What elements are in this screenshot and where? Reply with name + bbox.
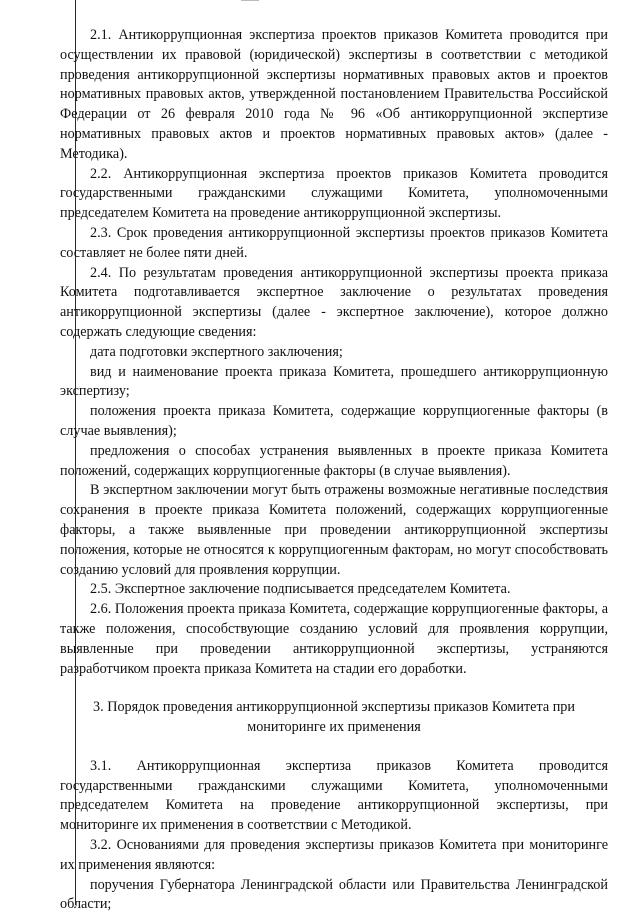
paragraph-3-1: 3.1. Антикоррупционная экспертиза приказов Комитета проводится государственными гражданскими служащими Комитета, уполномоченными председателем Комитета на проведение антикоррупционной экспертизы, при мониторинге их применения в соответствии с Методикой. bbox=[60, 757, 608, 834]
scan-top-mark bbox=[241, 0, 259, 1]
paragraph-2-1: 2.1. Антикоррупционная экспертиза проектов приказов Комитета проводится при осуществлении их правовой (юридической) экспертизы в соответствии с методикой проведения антикоррупционной экспертизы нормативных правовых актов и проектов нормативных правовых актов, утвержденной постановлением Правительства Российской Федерации от 26 февраля 2010 года № 96 «Об антикоррупционной экспертизе нормативных правовых актов и проектов нормативных правовых актов» (далее - Методика). bbox=[60, 27, 608, 162]
list-item-orders: поручения Губернатора Ленинградской области или Правительства Ленинградской области; bbox=[60, 876, 608, 913]
paragraph-2-2: 2.2. Антикоррупционная экспертиза проектов приказов Комитета проводится государственными гражданскими служащими Комитета, уполномоченными председателем Комитета на проведение антикоррупционной экспертизы. bbox=[60, 165, 608, 222]
paragraph-2-3: 2.3. Срок проведения антикоррупционной экспертизы проектов приказов Комитета составляет не более пяти дней. bbox=[60, 224, 608, 261]
document-page bbox=[60, 26, 608, 915]
list-item-kind: вид и наименование проекта приказа Комитета, прошедшего антикоррупционную экспертизу; bbox=[60, 363, 608, 400]
paragraph-2-6: 2.6. Положения проекта приказа Комитета, содержащие коррупциогенные факторы, а также положения, способствующие созданию условий для проявления коррупции, выявленные при проведении антикоррупционной экспертизы, устраняются разработчиком проекта приказа Комитета на стадии его доработки. bbox=[60, 601, 608, 677]
paragraph-3-2: 3.2. Основаниями для проведения экспертизы приказов Комитета при мониторинге их применения являются: bbox=[60, 837, 608, 873]
section-3-heading-line-2: мониторинге их применения bbox=[247, 719, 421, 736]
section-3-heading bbox=[60, 698, 608, 738]
section-3-heading-line-1: 3. Порядок проведения антикоррупционной экспертизы приказов Комитета при bbox=[93, 699, 575, 716]
paragraph-consequences: В экспертном заключении могут быть отражены возможные негативные последствия сохранения в проекте приказа Комитета положений, содержащих коррупциогенные факторы, а также выявленные при проведении антикоррупционной экспертизы положения, которые не относятся к коррупциогенным факторам, но могут способствовать созданию условий для проявления коррупции. bbox=[60, 482, 608, 578]
list-item-proposals: предложения о способах устранения выявленных в проекте приказа Комитета положений, содержащих коррупциогенные факторы (в случае выявления). bbox=[60, 442, 608, 479]
list-item-provisions: положения проекта приказа Комитета, содержащие коррупциогенные факторы (в случае выявления); bbox=[60, 403, 608, 439]
paragraph-2-4: 2.4. По результатам проведения антикоррупционной экспертизы проекта приказа Комитета подготавливается экспертное заключение о результатах проведения антикоррупционной экспертизы (далее - экспертное заключение), которое должно содержать следующие сведения: bbox=[60, 264, 608, 340]
list-item-date: дата подготовки экспертного заключения; bbox=[90, 343, 343, 360]
paragraph-2-5: 2.5. Экспертное заключение подписывается председателем Комитета. bbox=[90, 581, 511, 598]
